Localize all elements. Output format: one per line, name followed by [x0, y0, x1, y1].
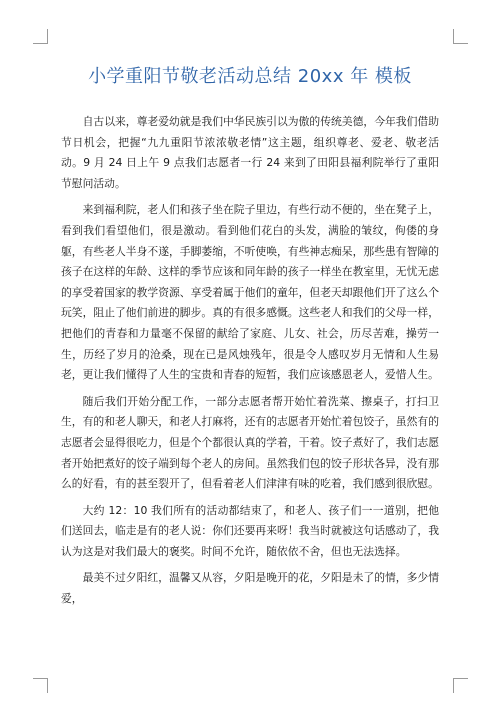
document-body	[61, 112, 439, 616]
page-corner-mark-bottom-left	[33, 678, 48, 693]
paragraph-2: 来到福利院，老人们和孩子坐在院子里边，有些行动不便的，坐在凳子上，看到我们看望他们，很是激动。看到他们花白的头发，满脸的皱纹，佝偻的身躯，有些老人半身不遂，手脚萎缩，不听使唤，有些神志痴呆，那些患有智障的孩子在这样的年龄、这样的季节应该和同年龄的孩子一样坐在教室里，无忧无虑的享受着国家的教学资源、享受着属于他们的童年，但老天却跟他们开了这么个玩笑，阻止了他们前进的脚步。真的有很多感慨。这些老人和我们的父母一样，把他们的青春和力量毫不保留的献给了家庭、儿女、社会，历尽苦难，操劳一生，历经了岁月的沧桑，现在已是风烛残年，很是令人感叹岁月无情和人生易老，更让我们懂得了人生的宝贵和青春的短暂，我们应该感恩老人，爱惜人生。	[61, 203, 439, 382]
paragraph-5: 最美不过夕阳红，温馨又从容，夕阳是晚开的花，夕阳是未了的情，多少情爱，	[61, 571, 439, 606]
page-corner-mark-top-left	[33, 29, 48, 44]
paragraph-3: 随后我们开始分配工作，一部分志愿者帮开始忙着洗菜、擦桌子，打扫卫生，有的和老人聊天，和老人打麻将，还有的志愿者开始忙着包饺子，虽然有的志愿者会显得很吃力，但是个个都很认真的学着，干着。饺子煮好了，我们志愿者开始把煮好的饺子端到每个老人的房间。虽然我们包的饺子形状各异，没有那么的好看，有的甚至裂开了，但看着老人们津津有味的吃着，我们感到很欣慰。	[61, 394, 439, 491]
paragraph-1: 自古以来，尊老爱幼就是我们中华民族引以为傲的传统美德，今年我们借助节日机会，把握“九九重阳节浓浓敬老情”这主题，组织尊老、爱老、敬老活动。9 月 24 日上午 9 点我们志愿者一行 24 来到了田阳县福利院举行了重阳节慰问活动。	[61, 115, 439, 190]
document-title: 小学重阳节敬老活动总结 20xx 年 模板	[88, 66, 412, 87]
page-corner-mark-top-right	[453, 29, 468, 44]
paragraph-4: 大约 12：10 我们所有的活动都结束了，和老人、孩子们一一道别，把他们送回去，临走是有的老人说：你们还要再来呀！我当时就被这句话感动了，我认为这是对我们最大的褒奖。时间不允许，随依依不舍，但也无法选择。	[61, 503, 439, 558]
page-corner-mark-bottom-right	[453, 678, 468, 693]
